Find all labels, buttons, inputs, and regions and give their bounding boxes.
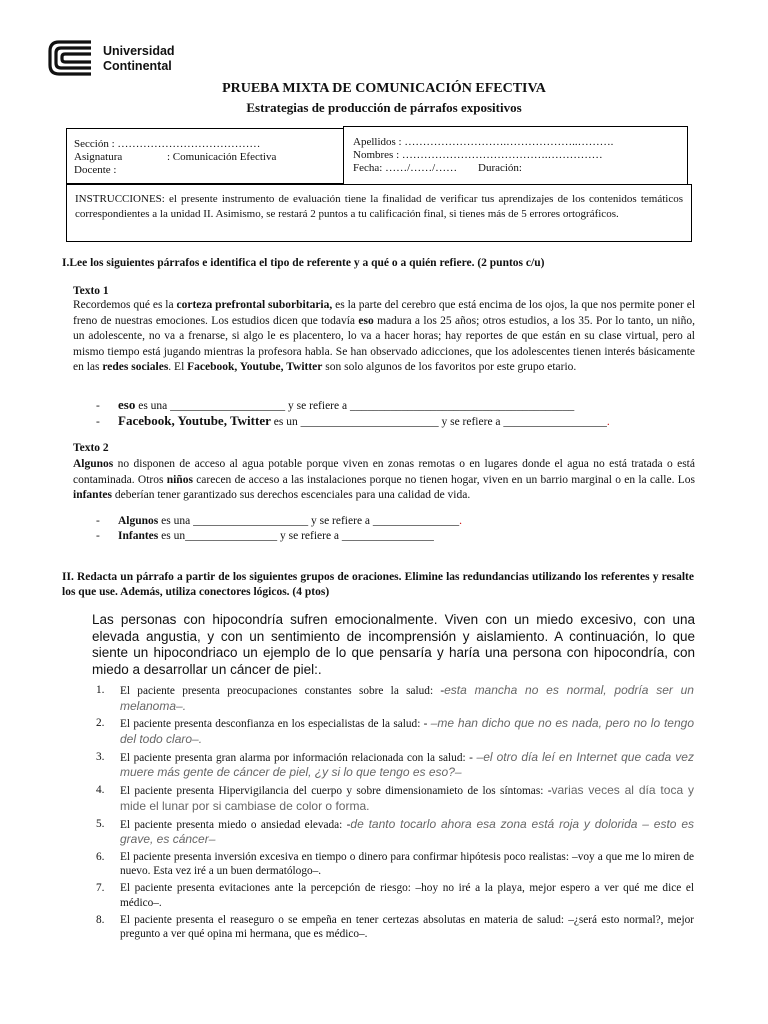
texto1-title: Texto 1 <box>73 285 109 297</box>
list-item-text: El paciente presenta gran alarma por información relacionada con la salud: - <box>120 751 477 764</box>
logo-text-line1: Universidad <box>103 44 175 58</box>
page-title: PRUEBA MIXTA DE COMUNICACIÓN EFECTIVA <box>222 81 546 96</box>
list-item <box>96 881 694 910</box>
list-item-text: El paciente presenta Hipervigilancia del cuerpo y sobre dimensionamieto de los síntomas: - <box>120 785 552 798</box>
instructions-text: INSTRUCCIONES: el presente instrumento de evaluación tiene la finalidad de verificar tus aprendizajes de los contenidos temáticos correspondientes a la unidad II. Asimismo, se restará 2 puntos a tu calificación final, si tienes más de 5 errores ortográficos. <box>75 193 683 220</box>
list-item-text: El paciente presenta el reaseguro o se empeña en tener certezas absolutas en materia de salud: –¿será esto normal?, mejor pregunto a ver qué opina mi hermana, que es médico–. <box>120 913 694 941</box>
list-item <box>96 750 694 781</box>
course-info-box <box>66 128 347 184</box>
list-item <box>96 913 694 942</box>
section1-heading: I.Lee los siguientes párrafos e identifica el tipo de referente y a qué o a quién refiere. (2 puntos c/u) <box>62 257 545 269</box>
list-item-number: 5. <box>96 817 105 830</box>
list-item-quote: –me han dicho que no es nada, pero no lo tengo del todo claro–. <box>120 716 694 746</box>
list-item <box>96 716 694 747</box>
texto1-paragraph: Recordemos qué es la corteza prefrontal suborbitaria, es la parte del cerebro que está encima de los ojos, la que nos permite poner el freno de nuestras emociones. Los estudios dicen que todavía eso madura a los 25 años; otros estudios, a los 35. Por lo tanto, un niño, un adolescente, no va a frenarse, si algo le es placentero, lo va a hacer horas; hay reportes de que están en su clase virtual, pero al mismo tiempo está jugando mientras la profesora habla. Se han observado adicciones, que los adolescentes tienen interés básicamente en las redes sociales. El Facebook, Youtube, Twitter son solo algunos de los favoritos por este grupo etario. <box>73 299 696 374</box>
texto2-paragraph: Algunos no disponen de acceso al agua potable porque viven en zonas remotas o en lugares donde el agua no está tratada o está contaminada. Otros niños carecen de acceso a las instalaciones porque no tienen hogar, viven en un barrio marginal o en la calle. Los infantes deberían tener garantizado sus derechos escenciales para una calidad de vida. <box>73 458 695 502</box>
texto2-question-infantes: - Infantes es un________________ y se refiere a ________________ <box>96 530 434 542</box>
section2-intro: Las personas con hipocondría sufren emocionalmente. Viven con un miedo excesivo, con una elevada angustia, y con un sentimiento de incomprensión y aislamiento. A continuación, lo que siente un hipocondriaco un ejemplo de lo que pensaría y haría una persona con hipocondría, con miedo a desarrollar un cáncer de piel:. <box>92 612 695 677</box>
answer-blank[interactable]: ____________________ <box>193 515 309 527</box>
list-item-text: El paciente presenta miedo o ansiedad elevada: - <box>120 818 351 831</box>
answer-blank[interactable]: ________________ <box>185 530 278 542</box>
instructions-box <box>66 184 692 242</box>
list-item-text: El paciente presenta preocupaciones constantes sobre la salud: - <box>120 685 445 697</box>
logo-text-line2: Continental <box>103 59 172 73</box>
answer-blank[interactable]: _______________________________________ <box>349 400 575 412</box>
answer-blank[interactable]: _______________ <box>372 515 460 527</box>
section2-heading: II. Redacta un párrafo a partir de los siguientes grupos de oraciones. Elimine las redundancias utilizando los referentes y resalte los que use. Además, utiliza conectores lógicos. (4 ptos) <box>62 571 694 598</box>
texto1-question-facebook: - Facebook, Youtube, Twitter es un ________________________ y se refiere a __________________. <box>96 413 610 428</box>
list-item-number: 7. <box>96 882 105 895</box>
university-logo <box>47 39 187 79</box>
page-subtitle: Estrategias de producción de párrafos expositivos <box>246 100 522 115</box>
fecha-field[interactable]: Fecha: ……/……/…… <box>353 162 458 174</box>
apellidos-field[interactable]: Apellidos : ……………………….………………..………. <box>353 136 614 148</box>
list-item-quote: esta mancha no es normal, podría ser un melanoma–. <box>120 683 694 713</box>
texto1-question-eso: - eso es una ____________________ y se refiere a _______________________________________ <box>96 397 575 412</box>
docente-field[interactable]: Docente : <box>74 164 117 176</box>
texto2-question-algunos: - Algunos es una ____________________ y se refiere a _______________. <box>96 515 463 527</box>
asignatura-label: Asignatura <box>74 151 123 163</box>
list-item <box>96 817 694 848</box>
answer-blank[interactable]: ________________________ <box>300 416 439 428</box>
duracion-field[interactable]: Duración: <box>478 162 522 174</box>
seccion-field[interactable]: Sección : ………………………………… <box>74 138 261 150</box>
answer-blank[interactable]: ________________ <box>341 530 434 542</box>
list-item-quote: –el otro día leí en Internet que cada vez muere más gente de cáncer de piel, ¿y si lo que tengo es eso?– <box>120 749 694 780</box>
answer-blank[interactable]: __________________ <box>503 416 607 428</box>
texto2-title: Texto 2 <box>73 442 109 454</box>
list-item-number: 1. <box>96 684 105 696</box>
answer-blank[interactable]: ____________________ <box>170 400 286 412</box>
list-item <box>96 683 694 714</box>
list-item-number: 6. <box>96 850 105 863</box>
student-info-box <box>343 126 688 185</box>
list-item-number: 2. <box>96 717 105 730</box>
list-item <box>96 783 694 814</box>
list-item-text: El paciente presenta inversión excesiva en tiempo o dinero para confirmar hipótesis poco realistas: –voy a que me lo miren de nuevo. Esta vez iré a un buen dermatólogo–. <box>120 850 694 878</box>
list-item-quote: de tanto tocarlo ahora esa zona está roja y dolorida – esto es grave, es cáncer– <box>120 816 694 847</box>
list-item-number: 8. <box>96 913 105 926</box>
logo-mark-icon <box>47 39 95 77</box>
list-item <box>96 850 694 879</box>
list-item-number: 3. <box>96 750 105 763</box>
asignatura-value: : Comunicación Efectiva <box>167 151 277 163</box>
symptom-list <box>96 683 694 944</box>
list-item-text: El paciente presenta evitaciones ante la percepción de riesgo: –hoy no iré a la playa, mejor espero a ver qué me dice el médico–. <box>120 882 694 909</box>
nombres-field[interactable]: Nombres : ………………………………….…………… <box>353 149 603 161</box>
list-item-text: El paciente presenta desconfianza en los especialistas de la salud: - <box>120 718 431 731</box>
list-item-number: 4. <box>96 784 105 797</box>
list-item-quote: varias veces al día toca y mide el lunar por si cambiase de color o forma. <box>120 783 695 813</box>
